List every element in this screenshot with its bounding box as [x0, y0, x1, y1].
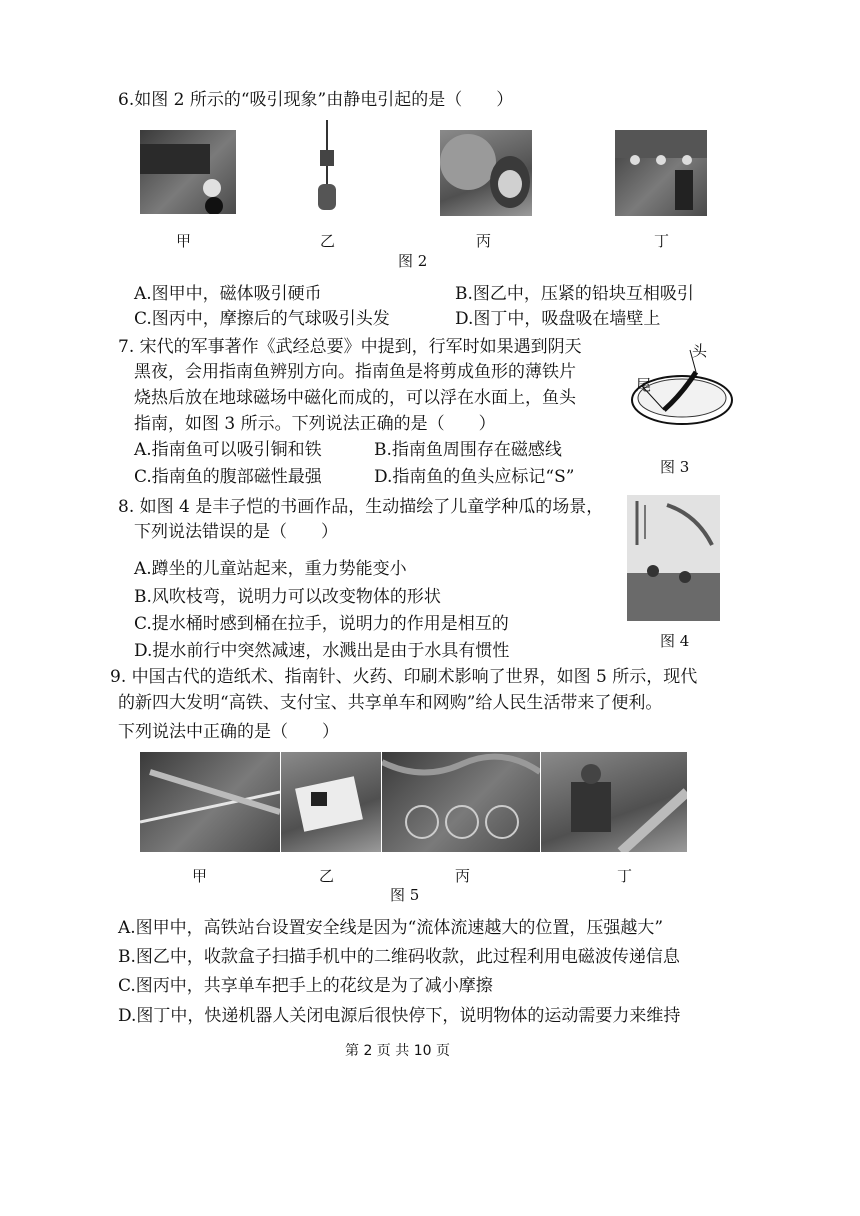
magnet-coin-illustration — [140, 130, 236, 214]
q6-option-a: A.图甲中，磁体吸引硬币 — [134, 284, 322, 304]
q7-option-b: B.指南鱼周围存在磁感线 — [374, 440, 562, 460]
q9-figure-caption: 图 5 — [390, 886, 420, 904]
q6-label-yi: 乙 — [320, 232, 336, 250]
q9-option-d: D.图丁中，快递机器人关闭电源后很快停下，说明物体的运动需要力来维持 — [118, 1006, 681, 1026]
q7-figure-caption: 图 3 — [660, 458, 690, 476]
q6-option-c: C.图丙中，摩擦后的气球吸引头发 — [134, 309, 390, 329]
lead-blocks-illustration — [312, 120, 342, 218]
q9-photo-bing — [382, 752, 540, 852]
q7-option-c: C.指南鱼的腹部磁性最强 — [134, 467, 322, 487]
balloon-hair-illustration — [440, 130, 532, 216]
q9-label-jia: 甲 — [192, 867, 208, 885]
q6-label-jia: 甲 — [176, 232, 192, 250]
page-footer: 第 2 页 共 10 页 — [345, 1043, 450, 1059]
q7-option-d: D.指南鱼的鱼头应标记“S” — [374, 467, 575, 487]
train-platform-illustration — [140, 752, 280, 852]
q9-line-1: 9. 中国古代的造纸术、指南针、火药、印刷术影响了世界，如图 5 所示，现代 — [110, 667, 698, 687]
q8-option-a: A.蹲坐的儿童站起来，重力势能变小 — [134, 559, 407, 579]
delivery-robot-illustration — [541, 752, 687, 852]
fish-head-label: 头 — [692, 342, 708, 360]
q9-label-bing: 丙 — [455, 867, 471, 885]
q7-option-a: A.指南鱼可以吸引铜和铁 — [134, 440, 322, 460]
q6-photo-jia — [140, 130, 236, 214]
q6-option-b: B.图乙中，压紧的铅块互相吸引 — [455, 284, 694, 304]
q9-label-ding: 丁 — [617, 867, 633, 885]
q7-line-3: 烧热后放在地球磁场中磁化而成的，可以浮在水面上，鱼头 — [134, 388, 576, 408]
q6-photo-yi — [312, 120, 342, 218]
q9-line-2: 的新四大发明“高铁、支付宝、共享单车和网购”给人民生活带来了便利。 — [118, 693, 663, 713]
q8-option-b: B.风吹枝弯，说明力可以改变物体的形状 — [134, 587, 441, 607]
q8-option-d: D.提水前行中突然减速，水溅出是由于水具有惯性 — [134, 641, 510, 661]
q8-option-c: C.提水桶时感到桶在拉手，说明力的作用是相互的 — [134, 614, 509, 634]
q6-photo-ding — [615, 130, 707, 216]
payment-box-illustration — [281, 752, 381, 852]
painting-illustration — [627, 495, 720, 621]
q8-painting — [627, 495, 720, 621]
q9-option-c: C.图丙中，共享单车把手上的花纹是为了减小摩擦 — [118, 976, 493, 996]
q9-option-a: A.图甲中，高铁站台设置安全线是因为“流体流速越大的位置，压强越大” — [118, 918, 664, 938]
q6-label-ding: 丁 — [654, 232, 670, 250]
q6-stem: 6.如图 2 所示的“吸引现象”由静电引起的是（ ） — [118, 90, 514, 110]
q6-label-bing: 丙 — [476, 232, 492, 250]
q7-line-2: 黑夜，会用指南鱼辨别方向。指南鱼是将剪成鱼形的薄铁片 — [134, 362, 576, 382]
q9-label-yi: 乙 — [319, 867, 335, 885]
q9-option-b: B.图乙中，收款盒子扫描手机中的二维码收款，此过程利用电磁波传递信息 — [118, 947, 680, 967]
q8-line-1: 8. 如图 4 是丰子恺的书画作品，生动描绘了儿童学种瓜的场景， — [118, 497, 604, 517]
q6-figure-caption: 图 2 — [398, 252, 428, 270]
q9-photo-jia — [140, 752, 280, 852]
q6-photo-bing — [440, 130, 532, 216]
q8-figure-caption: 图 4 — [660, 632, 690, 650]
q6-option-d: D.图丁中，吸盘吸在墙壁上 — [455, 309, 661, 329]
q7-line-4: 指南，如图 3 所示。下列说法正确的是（ ） — [134, 414, 496, 434]
q9-photo-yi — [281, 752, 381, 852]
suction-cup-illustration — [615, 130, 707, 216]
shared-bikes-illustration — [382, 752, 540, 852]
q8-line-2: 下列说法错误的是（ ） — [134, 522, 338, 542]
q9-line-3: 下列说法中正确的是（ ） — [118, 722, 339, 742]
q7-line-1: 7. 宋代的军事著作《武经总要》中提到，行军时如果遇到阴天 — [118, 337, 582, 357]
fish-tail-label: 尾 — [636, 376, 652, 394]
q9-photo-ding — [541, 752, 687, 852]
